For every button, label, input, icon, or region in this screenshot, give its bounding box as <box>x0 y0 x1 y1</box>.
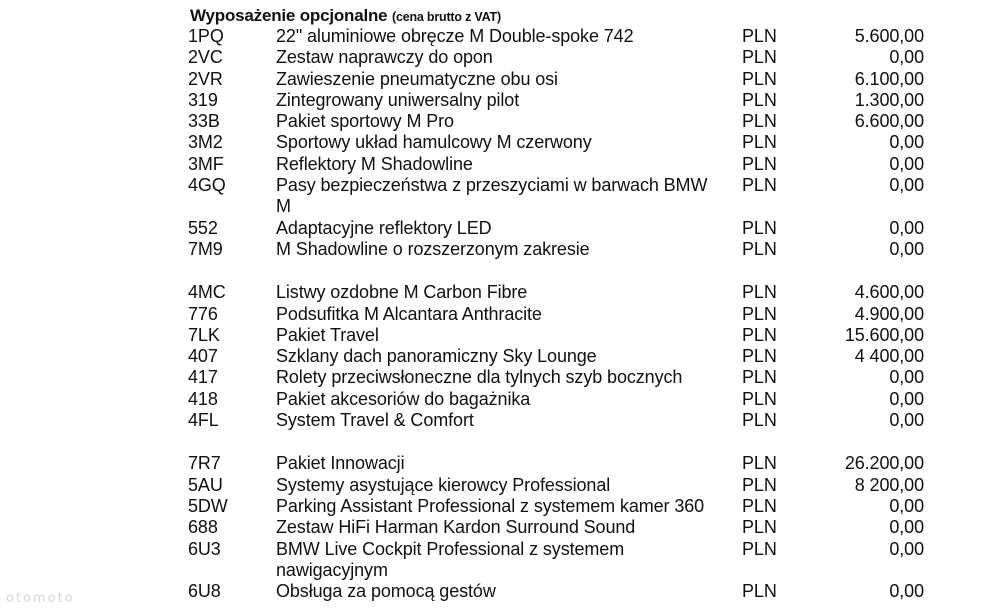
option-price: 26.200,00 <box>844 453 924 474</box>
option-description: Reflektory M Shadowline <box>276 153 473 174</box>
watermark-logo: otomoto <box>6 591 75 606</box>
option-price: 0,00 <box>889 47 924 68</box>
option-row <box>188 367 948 388</box>
option-price: 0,00 <box>889 175 924 196</box>
option-price: 6.600,00 <box>854 111 924 132</box>
option-currency: PLN <box>742 26 777 46</box>
option-currency: PLN <box>742 367 777 388</box>
option-price: 15.600,00 <box>844 324 924 345</box>
option-code: 4GQ <box>188 175 226 196</box>
option-code: 1PQ <box>188 26 224 46</box>
option-description: Systemy asystujące kierowcy Professional <box>276 474 611 495</box>
option-description: Pakiet Travel <box>276 324 379 345</box>
option-code: 418 <box>188 388 218 409</box>
option-row <box>188 453 948 474</box>
option-description: Zintegrowany uniwersalny pilot <box>276 89 520 110</box>
option-description: BMW Live Cockpit Professional z systemem nawigacyjnym <box>276 538 625 580</box>
option-code: 3MF <box>188 153 224 174</box>
option-price: 8 200,00 <box>854 474 924 495</box>
option-price: 0,00 <box>889 517 924 538</box>
option-description: Parking Assistant Professional z systemem kamer 360 <box>276 495 705 516</box>
option-code: 319 <box>188 89 218 110</box>
option-price: 5.600,00 <box>854 26 924 46</box>
option-description: Pasy bezpieczeństwa z przeszyciami w barwach BMW M <box>276 175 708 217</box>
option-currency: PLN <box>742 238 777 259</box>
option-code: 417 <box>188 367 218 388</box>
option-row <box>188 389 948 410</box>
option-price: 0,00 <box>889 217 924 238</box>
option-currency: PLN <box>742 388 777 409</box>
option-description: Zestaw HiFi Harman Kardon Surround Sound <box>276 517 636 538</box>
option-row <box>188 69 948 90</box>
option-row <box>188 90 948 111</box>
option-description: 22" aluminiowe obręcze M Double-spoke 742 <box>276 26 634 46</box>
option-currency: PLN <box>742 303 777 324</box>
option-price: 6.100,00 <box>854 68 924 89</box>
option-code: 2VC <box>188 47 223 68</box>
option-row <box>188 496 948 517</box>
option-row <box>188 517 948 538</box>
option-currency: PLN <box>742 132 777 153</box>
option-row <box>188 132 948 153</box>
option-row <box>188 218 948 239</box>
option-description: M Shadowline o rozszerzonym zakresie <box>276 238 590 259</box>
option-price: 0,00 <box>889 538 924 559</box>
option-price: 0,00 <box>889 410 924 431</box>
option-description: Pakiet akcesoriów do bagażnika <box>276 388 531 409</box>
option-row <box>188 26 948 47</box>
option-price: 4.600,00 <box>854 282 924 303</box>
option-code: 7M9 <box>188 238 223 259</box>
option-code: 688 <box>188 517 218 538</box>
option-description: Podsufitka M Alcantara Anthracite <box>276 303 542 324</box>
option-currency: PLN <box>742 474 777 495</box>
option-row <box>188 282 948 303</box>
option-description: Obsługa za pomocą gestów <box>276 581 496 602</box>
option-description: Sportowy układ hamulcowy M czerwony <box>276 132 592 153</box>
option-description: Pakiet sportowy M Pro <box>276 111 454 132</box>
option-price: 0,00 <box>889 238 924 259</box>
option-row <box>188 410 948 431</box>
group-spacer <box>188 260 948 282</box>
option-currency: PLN <box>742 282 777 303</box>
option-currency: PLN <box>742 581 777 602</box>
option-price: 4 400,00 <box>854 346 924 367</box>
option-currency: PLN <box>742 495 777 516</box>
option-row <box>188 581 948 602</box>
option-code: 5DW <box>188 495 228 516</box>
option-code: 3M2 <box>188 132 223 153</box>
option-description: Rolety przeciwsłoneczne dla tylnych szyb bocznych <box>276 367 683 388</box>
section-title: Wyposażenie opcjonalne <box>190 6 388 25</box>
option-description: Zestaw naprawczy do opon <box>276 47 493 68</box>
option-code: 6U8 <box>188 581 221 602</box>
option-code: 7R7 <box>188 453 221 474</box>
option-currency: PLN <box>742 217 777 238</box>
option-price: 0,00 <box>889 581 924 602</box>
option-row <box>188 346 948 367</box>
option-currency: PLN <box>742 453 777 474</box>
option-row <box>188 111 948 132</box>
option-row <box>188 304 948 325</box>
option-code: 4MC <box>188 282 226 303</box>
option-currency: PLN <box>742 410 777 431</box>
option-price: 0,00 <box>889 132 924 153</box>
option-description: Szklany dach panoramiczny Sky Lounge <box>276 346 597 367</box>
option-description: Adaptacyjne reflektory LED <box>276 217 492 238</box>
options-table <box>188 26 948 602</box>
option-code: 7LK <box>188 324 220 345</box>
option-currency: PLN <box>742 111 777 132</box>
option-price: 0,00 <box>889 153 924 174</box>
group-spacer <box>188 431 948 453</box>
option-description: Listwy ozdobne M Carbon Fibre <box>276 282 528 303</box>
section-heading <box>190 6 501 26</box>
option-price: 1.300,00 <box>854 89 924 110</box>
option-currency: PLN <box>742 346 777 367</box>
option-price: 4.900,00 <box>854 303 924 324</box>
option-price: 0,00 <box>889 495 924 516</box>
option-row <box>188 175 948 218</box>
option-currency: PLN <box>742 517 777 538</box>
option-currency: PLN <box>742 68 777 89</box>
option-code: 552 <box>188 217 218 238</box>
option-currency: PLN <box>742 324 777 345</box>
option-row <box>188 239 948 260</box>
option-price: 0,00 <box>889 388 924 409</box>
option-description: Zawieszenie pneumatyczne obu osi <box>276 68 558 89</box>
option-row <box>188 325 948 346</box>
option-row <box>188 47 948 68</box>
option-code: 407 <box>188 346 218 367</box>
option-code: 33B <box>188 111 220 132</box>
option-price: 0,00 <box>889 367 924 388</box>
option-description: Pakiet Innowacji <box>276 453 405 474</box>
option-code: 2VR <box>188 68 223 89</box>
option-currency: PLN <box>742 175 777 196</box>
option-row <box>188 154 948 175</box>
option-code: 4FL <box>188 410 219 431</box>
option-code: 6U3 <box>188 538 221 559</box>
option-code: 776 <box>188 303 218 324</box>
option-currency: PLN <box>742 47 777 68</box>
option-row <box>188 539 948 582</box>
price-note: (cena brutto z VAT) <box>391 10 501 24</box>
option-currency: PLN <box>742 89 777 110</box>
option-row <box>188 475 948 496</box>
option-code: 5AU <box>188 474 223 495</box>
option-currency: PLN <box>742 153 777 174</box>
option-description: System Travel & Comfort <box>276 410 474 431</box>
option-currency: PLN <box>742 538 777 559</box>
